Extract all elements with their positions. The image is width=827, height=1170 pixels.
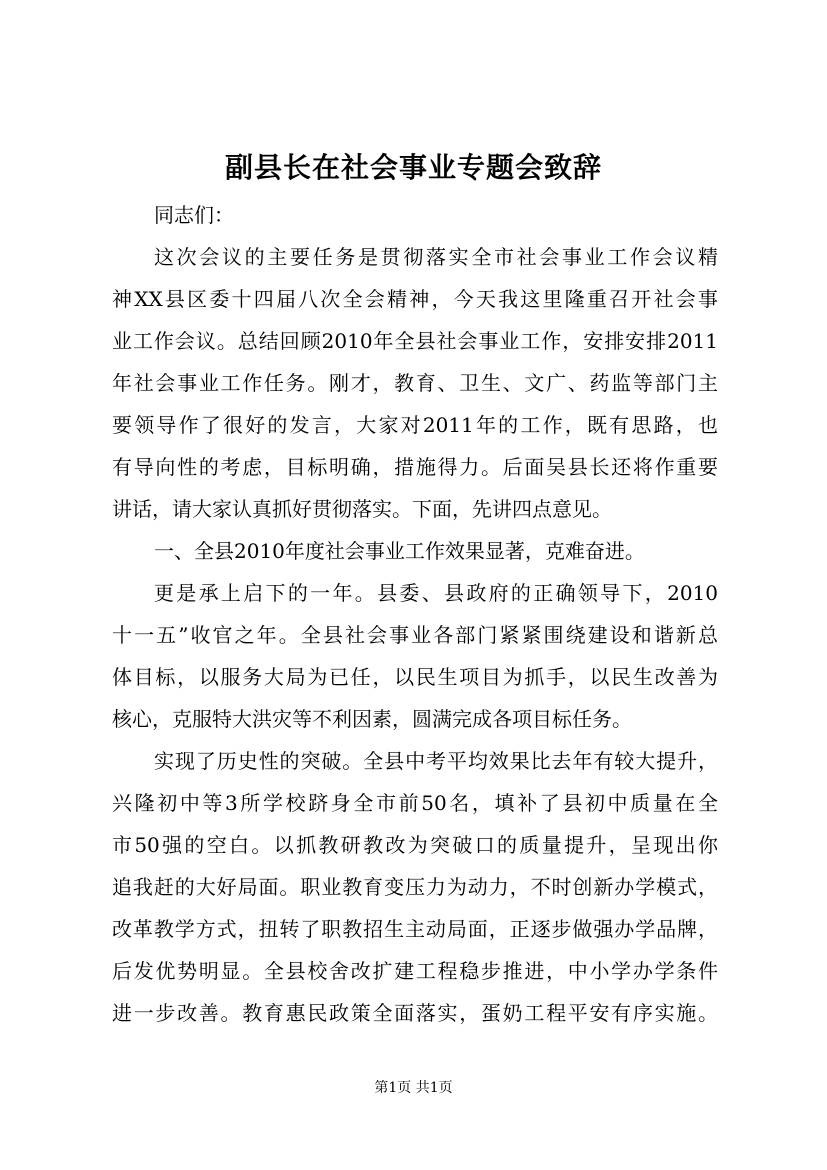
text-line: 追我赶的大好局面。职业教育变压力为动力，不时创新办学模式， [112, 875, 718, 899]
text-line: 讲话，请大家认真抓好贯彻落实。下面，先讲四点意见。 [112, 497, 612, 521]
text-line: 更是承上启下的一年。县委、县政府的正确领导下，2010 [154, 581, 718, 605]
text-line: 市50强的空白。以抓教研教改为突破口的质量提升，呈现出你 [112, 833, 718, 857]
text-line: 核心，克服特大洪灾等不利因素，圆满完成各项目标任务。 [112, 707, 632, 731]
text-line: 体目标，以服务大局为已任，以民生项目为抓手，以民生改善为 [112, 665, 718, 689]
text-line: 神XX县区委十四届八次全会精神，今天我这里隆重召开社会事 [112, 287, 718, 311]
text-line: 兴隆初中等3所学校跻身全市前50名，填补了县初中质量在全 [112, 791, 718, 815]
text-line: 后发优势明显。全县校舍改扩建工程稳步推进，中小学办学条件 [112, 959, 718, 983]
text-line: 要领导作了很好的发言，大家对2011年的工作，既有思路，也 [112, 413, 718, 437]
text-line: 有导向性的考虑，目标明确，措施得力。后面吴县长还将作重要 [112, 455, 718, 479]
text-line: 这次会议的主要任务是贯彻落实全市社会事业工作会议精 [154, 245, 718, 269]
section-heading: 一、全县2010年度社会事业工作效果显著，克难奋进。 [154, 539, 645, 563]
text-line: 实现了历史性的突破。全县中考平均效果比去年有较大提升， [154, 749, 718, 773]
text-line: 十一五”收官之年。全县社会事业各部门紧紧围绕建设和谐新总 [112, 623, 718, 647]
page-number-footer: 第1页 共1页 [374, 1080, 453, 1096]
text-line: 进一步改善。教育惠民政策全面落实，蛋奶工程平安有序实施。 [112, 1001, 718, 1025]
text-line: 年社会事业工作任务。刚才，教育、卫生、文广、药监等部门主 [112, 371, 718, 395]
text-line: 业工作会议。总结回顾2010年全县社会事业工作，安排安排2011 [112, 329, 718, 353]
text-line-salutation: 同志们： [154, 203, 234, 227]
document-title: 副县长在社会事业专题会致辞 [224, 151, 602, 184]
text-line: 改革教学方式，扭转了职教招生主动局面，正逐步做强办学品牌， [112, 917, 718, 941]
